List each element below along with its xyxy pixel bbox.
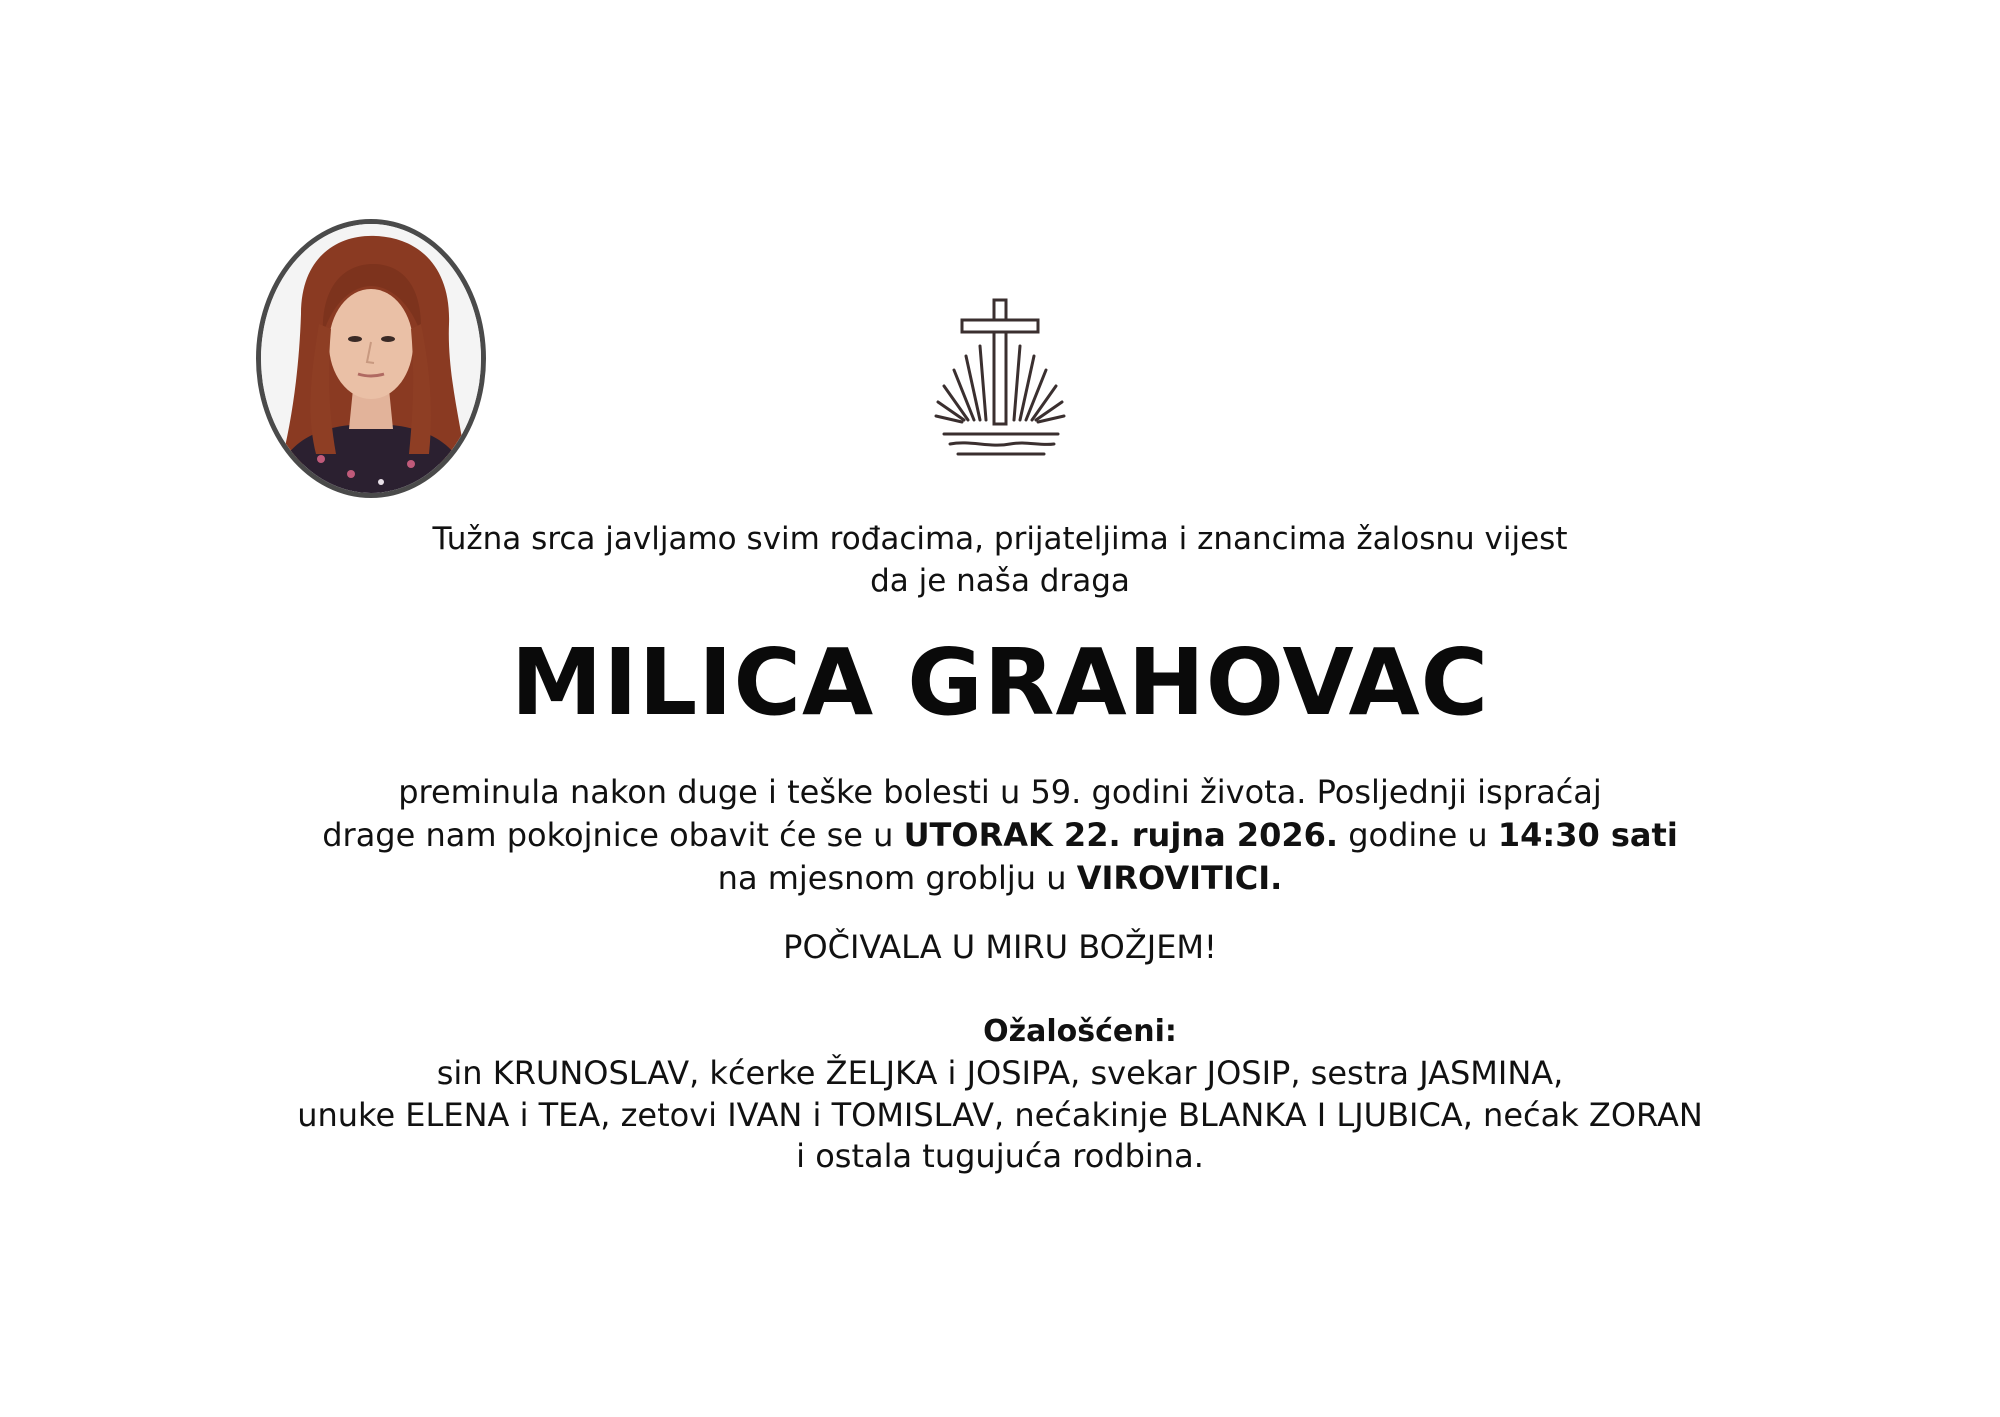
- mourners-line-2: unuke ELENA i TEA, zetovi IVAN i TOMISLAV, nećakinje BLANKA I LJUBICA, nećak ZORAN: [297, 1096, 1703, 1134]
- announcement-line-1: preminula nakon duge i teške bolesti u 59. godini života. Posljednji ispraćaj: [398, 773, 1602, 811]
- deceased-name: MILICA GRAHOVAC: [510, 629, 1490, 736]
- cross-symbol: [930, 298, 1070, 462]
- portrait-photo-icon: [261, 224, 481, 493]
- portrait-photo: [256, 219, 486, 498]
- intro-line-1: Tužna srca javljamo svim rođacima, prijateljima i znancima žalosnu vijest: [432, 521, 1568, 557]
- announcement-line-3: [0, 856, 2000, 900]
- funeral-date: UTORAK 22. rujna 2026.: [903, 816, 1339, 854]
- announcement-line-2-prefix: drage nam pokojnice obavit će se u: [322, 816, 904, 854]
- funeral-place: VIROVITICI.: [1076, 859, 1283, 897]
- mourners-line-3: i ostala tugujuća rodbina.: [796, 1137, 1204, 1175]
- mourners-title: Ožalošćeni:: [983, 1014, 1177, 1049]
- announcement-line-3-prefix: na mjesnom groblju u: [717, 859, 1077, 897]
- funeral-time: 14:30 sati: [1497, 816, 1678, 854]
- announcement-line-2-middle: godine u: [1338, 816, 1498, 854]
- rest-in-peace: POČIVALA U MIRU BOŽJEM!: [783, 928, 1217, 966]
- mourners-line-1: sin KRUNOSLAV, kćerke ŽELJKA i JOSIPA, svekar JOSIP, sestra JASMINA,: [436, 1054, 1564, 1092]
- cross-with-rays-icon: [930, 298, 1070, 462]
- intro-line-2: da je naša draga: [870, 563, 1130, 599]
- announcement-line-2: [0, 813, 2000, 857]
